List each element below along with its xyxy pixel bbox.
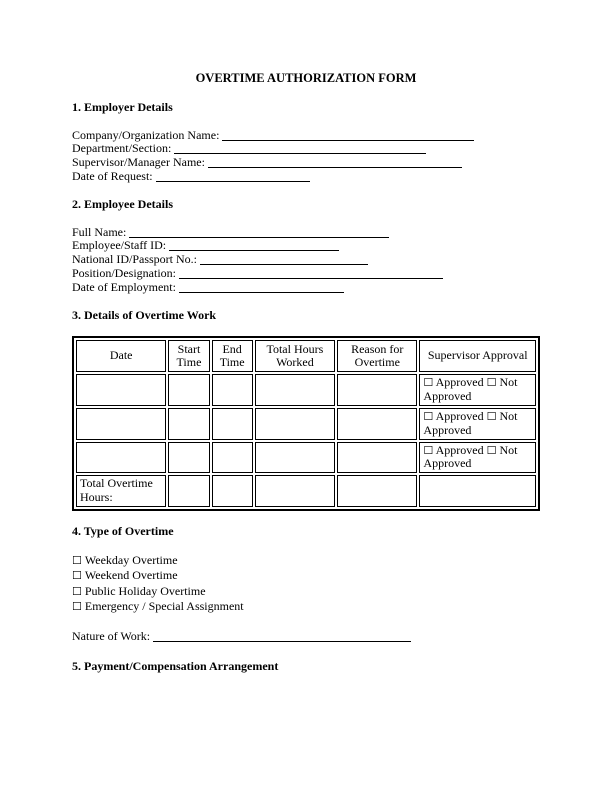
section-heading-employee: 2. Employee Details	[72, 196, 173, 211]
checkbox-icon[interactable]: ☐	[72, 553, 82, 567]
date-of-request-blank[interactable]	[156, 172, 310, 182]
checkbox-icon[interactable]: ☐	[486, 443, 497, 457]
national-id-blank[interactable]	[200, 255, 368, 265]
employer-fields	[72, 129, 540, 184]
form-title: OVERTIME AUTHORIZATION FORM	[195, 71, 417, 85]
cell-date[interactable]	[76, 442, 166, 474]
approval-option-label: Not Approved	[423, 442, 518, 471]
overtime-type-options	[72, 553, 540, 615]
cell-supervisor-approval	[419, 442, 536, 474]
col-header-start-time: Start Time	[168, 340, 209, 372]
cell-total-hours[interactable]	[255, 408, 335, 440]
cell-total-start[interactable]	[168, 475, 209, 507]
checkbox-icon[interactable]: ☐	[486, 409, 497, 423]
cell-start-time[interactable]	[168, 442, 209, 474]
option-label: Public Holiday Overtime	[84, 583, 206, 598]
cell-supervisor-approval	[419, 374, 536, 406]
field-label: Employee/Staff ID:	[72, 238, 167, 253]
field-label: Supervisor/Manager Name:	[72, 155, 205, 170]
col-header-reason: Reason for Overtime	[337, 340, 417, 372]
field-position	[72, 267, 540, 281]
employee-fields	[72, 226, 540, 295]
field-company-name	[72, 129, 540, 143]
department-blank[interactable]	[174, 144, 426, 154]
cell-supervisor-approval	[419, 408, 536, 440]
cell-total-hours-sum[interactable]	[255, 475, 335, 507]
approval-option-label: Not Approved	[423, 375, 518, 404]
date-of-employment-blank[interactable]	[179, 283, 344, 293]
company-name-blank[interactable]	[222, 131, 474, 141]
option-emergency-special-assignment	[72, 599, 540, 615]
section-heading-overtime-type: 4. Type of Overtime	[72, 523, 174, 538]
checkbox-icon[interactable]: ☐	[486, 376, 497, 390]
approval-option-label: Approved	[435, 375, 484, 390]
field-label: Date of Request:	[72, 168, 153, 183]
approval-option-label: Not Approved	[423, 408, 518, 437]
checkbox-icon[interactable]: ☐	[423, 443, 434, 457]
field-date-of-request	[72, 170, 540, 184]
cell-date[interactable]	[76, 374, 166, 406]
field-label: National ID/Passport No.:	[72, 252, 197, 267]
cell-end-time[interactable]	[212, 442, 253, 474]
checkbox-icon[interactable]: ☐	[423, 376, 434, 390]
total-overtime-hours-label: Total Overtime Hours:	[76, 475, 166, 507]
cell-reason[interactable]	[337, 442, 417, 474]
full-name-blank[interactable]	[129, 228, 389, 238]
cell-start-time[interactable]	[168, 408, 209, 440]
field-staff-id	[72, 239, 540, 253]
supervisor-name-blank[interactable]	[208, 158, 462, 168]
cell-total-hours[interactable]	[255, 374, 335, 406]
field-nature-of-work	[72, 630, 540, 644]
approval-option-label: Approved	[435, 442, 484, 457]
field-department	[72, 142, 540, 156]
field-national-id	[72, 253, 540, 267]
checkbox-icon[interactable]: ☐	[72, 569, 82, 583]
cell-end-time[interactable]	[212, 408, 253, 440]
checkbox-icon[interactable]: ☐	[72, 600, 82, 614]
cell-reason[interactable]	[337, 374, 417, 406]
table-header-row	[76, 340, 536, 372]
cell-total-reason[interactable]	[337, 475, 417, 507]
section-heading-payment: 5. Payment/Compensation Arrangement	[72, 658, 279, 673]
option-public-holiday-overtime	[72, 584, 540, 600]
field-label: Position/Designation:	[72, 265, 177, 280]
field-supervisor-name	[72, 156, 540, 170]
option-weekday-overtime	[72, 553, 540, 569]
checkbox-icon[interactable]: ☐	[72, 584, 82, 598]
cell-total-approval[interactable]	[419, 475, 536, 507]
position-blank[interactable]	[179, 269, 443, 279]
cell-end-time[interactable]	[212, 374, 253, 406]
checkbox-icon[interactable]: ☐	[423, 409, 434, 423]
table-row	[76, 374, 536, 406]
option-weekend-overtime	[72, 568, 540, 584]
table-row	[76, 442, 536, 474]
field-label: Department/Section:	[72, 141, 172, 156]
option-label: Weekend Overtime	[84, 568, 178, 583]
field-label: Company/Organization Name:	[72, 127, 220, 142]
field-date-of-employment	[72, 281, 540, 295]
staff-id-blank[interactable]	[169, 241, 339, 251]
field-label: Full Name:	[72, 224, 127, 239]
cell-reason[interactable]	[337, 408, 417, 440]
col-header-total-hours: Total Hours Worked	[255, 340, 335, 372]
cell-start-time[interactable]	[168, 374, 209, 406]
section-heading-overtime-work: 3. Details of Overtime Work	[72, 307, 217, 322]
overtime-table	[72, 336, 540, 510]
field-label: Nature of Work:	[72, 628, 151, 643]
approval-option-label: Approved	[435, 408, 484, 423]
option-label: Emergency / Special Assignment	[84, 599, 244, 614]
cell-date[interactable]	[76, 408, 166, 440]
col-header-date: Date	[76, 340, 166, 372]
section-heading-employer: 1. Employer Details	[72, 99, 173, 114]
cell-total-end[interactable]	[212, 475, 253, 507]
option-label: Weekday Overtime	[84, 552, 178, 567]
nature-of-work-blank[interactable]	[153, 632, 411, 642]
table-total-row	[76, 475, 536, 507]
col-header-supervisor-approval: Supervisor Approval	[419, 340, 536, 372]
field-full-name	[72, 226, 540, 240]
cell-total-hours[interactable]	[255, 442, 335, 474]
col-header-end-time: End Time	[212, 340, 253, 372]
table-row	[76, 408, 536, 440]
field-label: Date of Employment:	[72, 279, 176, 294]
